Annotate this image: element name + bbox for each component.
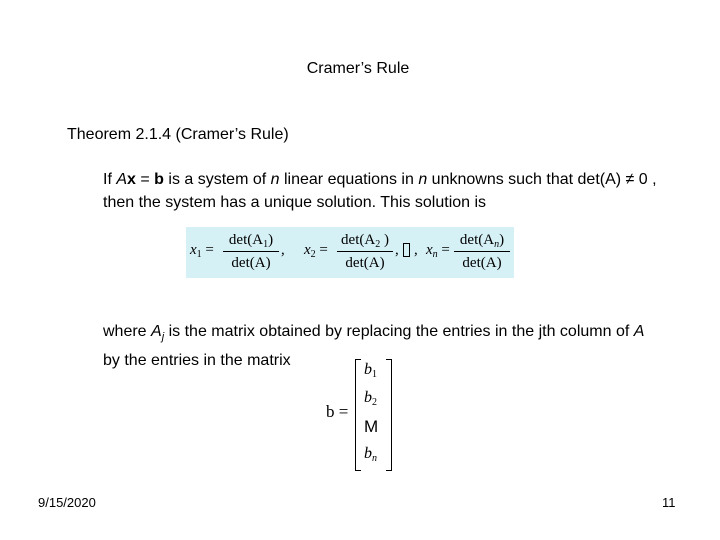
j-subscript: j [161, 331, 165, 344]
comma-separator: , [414, 242, 418, 258]
b-column-vector [326, 357, 396, 472]
x1-variable: x [190, 242, 197, 258]
x2-numerator-subscript: 2 [375, 239, 381, 250]
theorem-heading: Theorem 2.1.4 (Cramer’s Rule) [67, 126, 289, 143]
equals-sign: = [135, 171, 155, 188]
b-entry-2: $b_2$ [364, 389, 377, 408]
xn-numerator-close: ) [499, 232, 505, 248]
x2-subscript: 2 [310, 249, 316, 260]
cramer-formula [186, 227, 514, 278]
x2-variable: x [304, 242, 311, 258]
fraction-x1 [223, 230, 279, 273]
vector-b-symbol: b [154, 171, 164, 188]
slide-number: 11 [662, 495, 676, 510]
statement-text: linear equations in [279, 171, 419, 188]
fraction-x2 [337, 230, 393, 273]
equals-sign: = [205, 242, 214, 258]
x1-subscript: 1 [196, 249, 202, 260]
b-entry-1: $b_1$ [364, 361, 377, 380]
equals-sign: = [319, 242, 328, 258]
where-text: is the matrix obtained by replacing the entries in the jth column of [164, 323, 634, 340]
matrix-a-symbol: A [116, 171, 128, 188]
fraction-xn [454, 230, 510, 273]
x2-denominator: det(A) [345, 255, 385, 271]
vector-x-symbol: x [127, 171, 136, 188]
xn-variable: x [426, 242, 433, 258]
xn-numerator-subscript: n [494, 239, 500, 250]
missing-glyph-icon [403, 243, 410, 257]
statement-text: unknowns such that det(A) ≠ 0 , then the system has a unique solution. This solution is [103, 171, 657, 211]
comma-separator: , [281, 242, 285, 258]
left-bracket [355, 359, 361, 471]
x1-numerator-close: ) [268, 232, 274, 248]
xn-denominator: det(A) [462, 255, 502, 271]
theorem-statement [103, 168, 663, 214]
xn-subscript: n [432, 249, 438, 260]
x2-numerator-close: ) [380, 232, 389, 248]
x2-numerator: det(A [341, 232, 376, 248]
x1-numerator-subscript: 1 [263, 239, 269, 250]
n-symbol: n [418, 171, 428, 188]
x1-denominator: det(A) [231, 255, 271, 271]
statement-text: If [103, 171, 117, 188]
b-vector-label: b = [326, 402, 349, 421]
slide-title: Cramer’s Rule [306, 60, 410, 77]
comma-separator: , [395, 242, 399, 258]
footer-date: 9/15/2020 [38, 495, 96, 510]
b-entry-n: $b_n$ [364, 445, 377, 464]
matrix-aj-symbol: A [151, 323, 162, 340]
x1-numerator: det(A [228, 232, 264, 248]
xn-numerator: det(A [459, 232, 495, 248]
equals-sign: = [441, 242, 450, 258]
b-vector-dots: M [364, 417, 379, 436]
matrix-a-symbol: A [633, 323, 645, 340]
where-text: where [103, 323, 152, 340]
where-text: by the entries in the matrix [103, 352, 291, 370]
right-bracket [386, 359, 392, 471]
n-symbol: n [270, 171, 280, 188]
statement-text: is a system of [163, 171, 271, 188]
